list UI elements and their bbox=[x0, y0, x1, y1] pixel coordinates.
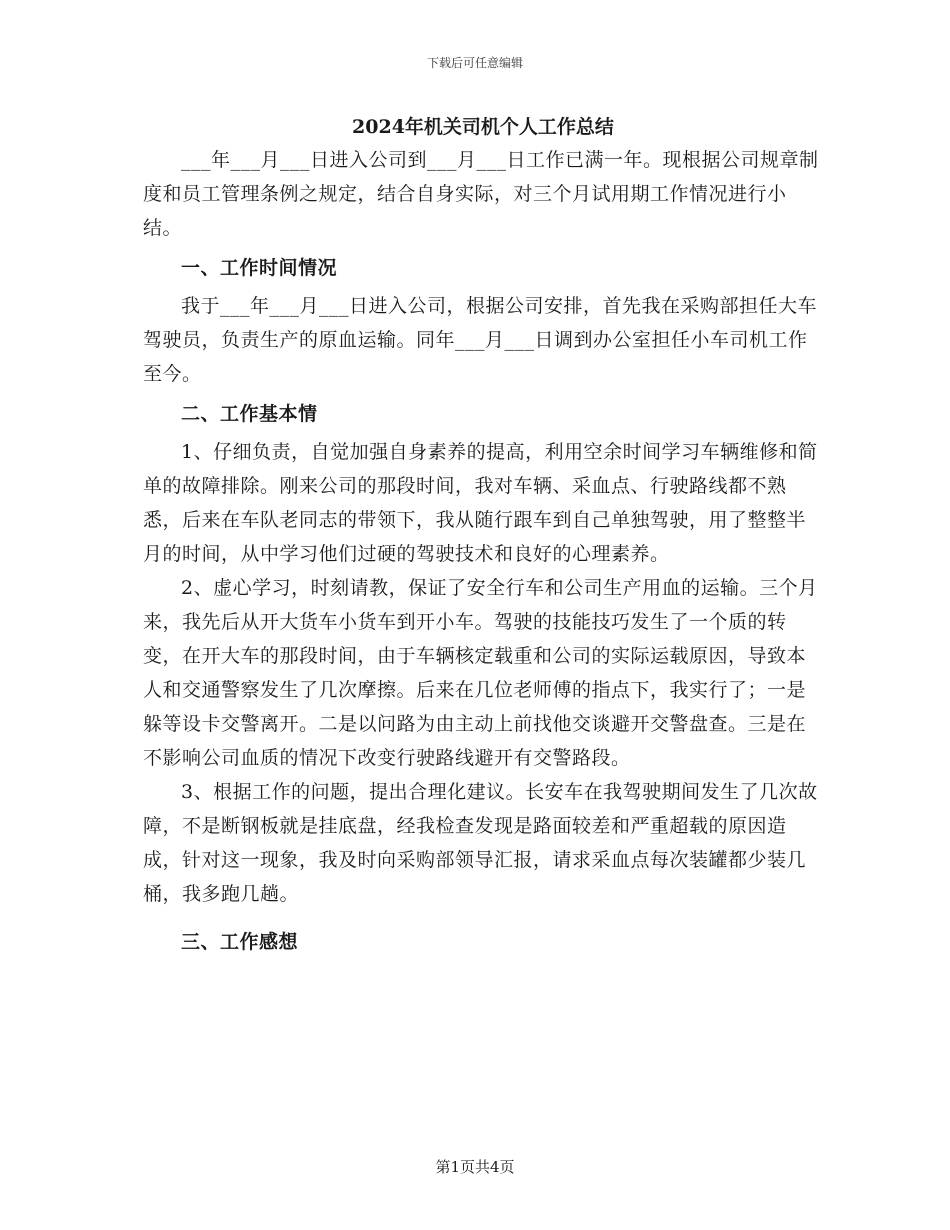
intro-paragraph: ___年___月___日进入公司到___月___日工作已满一年。现根据公司规章制度和员工管理条例之规定，结合自身实际，对三个月试用期工作情况进行小结。 bbox=[143, 149, 819, 239]
work-time-paragraph: 我于___年___月___日进入公司，根据公司安排，首先我在采购部担任大车驾驶员，负责生产的原血运输。同年___月___日调到办公室担任小车司机工作至今。 bbox=[143, 295, 818, 385]
section-heading-work-thoughts: 三、工作感想 bbox=[181, 931, 299, 953]
section-heading-basic-situation: 二、工作基本情 bbox=[181, 403, 318, 425]
section-heading-work-time: 一、工作时间情况 bbox=[181, 257, 338, 279]
document-title: 2024年机关司机个人工作总结 bbox=[352, 116, 614, 138]
document-body bbox=[143, 112, 823, 963]
basic-situation-paragraph-2: 2、虚心学习，时刻请教，保证了安全行车和公司生产用血的运输。三个月来，我先后从开大货车小货车到开小车。驾驶的技能技巧发生了一个质的转变，在开大车的那段时间，由于车辆核定载重和公司的实际运载原因，导致本人和交通警察发生了几次摩擦。后来在几位老师傅的指点下，我实行了；一是躲等设卡交警离开。二是以问路为由主动上前找他交谈避开交警盘查。三是在不影响公司血质的情况下改变行驶路线避开有交警路段。 bbox=[143, 577, 818, 769]
basic-situation-paragraph-3: 3、根据工作的问题，提出合理化建议。长安车在我驾驶期间发生了几次故障，不是断钢板就是挂底盘，经我检查发现是路面较差和严重超载的原因造成，针对这一现象，我及时向采购部领导汇报，请求采血点每次装罐都少装几桶，我多跑几趟。 bbox=[143, 781, 818, 905]
basic-situation-paragraph-1: 1、仔细负责，自觉加强自身素养的提高，利用空余时间学习车辆维修和简单的故障排除。刚来公司的那段时间，我对车辆、采血点、行驶路线都不熟悉，后来在车队老同志的带领下，我从随行跟车到自己单独驾驶，用了整整半月的时间，从中学习他们过硬的驾驶技术和良好的心理素养。 bbox=[143, 441, 818, 565]
page-header: 下载后可任意编辑 bbox=[426, 56, 523, 70]
page-number: 第1页共4页 bbox=[435, 1158, 515, 1176]
